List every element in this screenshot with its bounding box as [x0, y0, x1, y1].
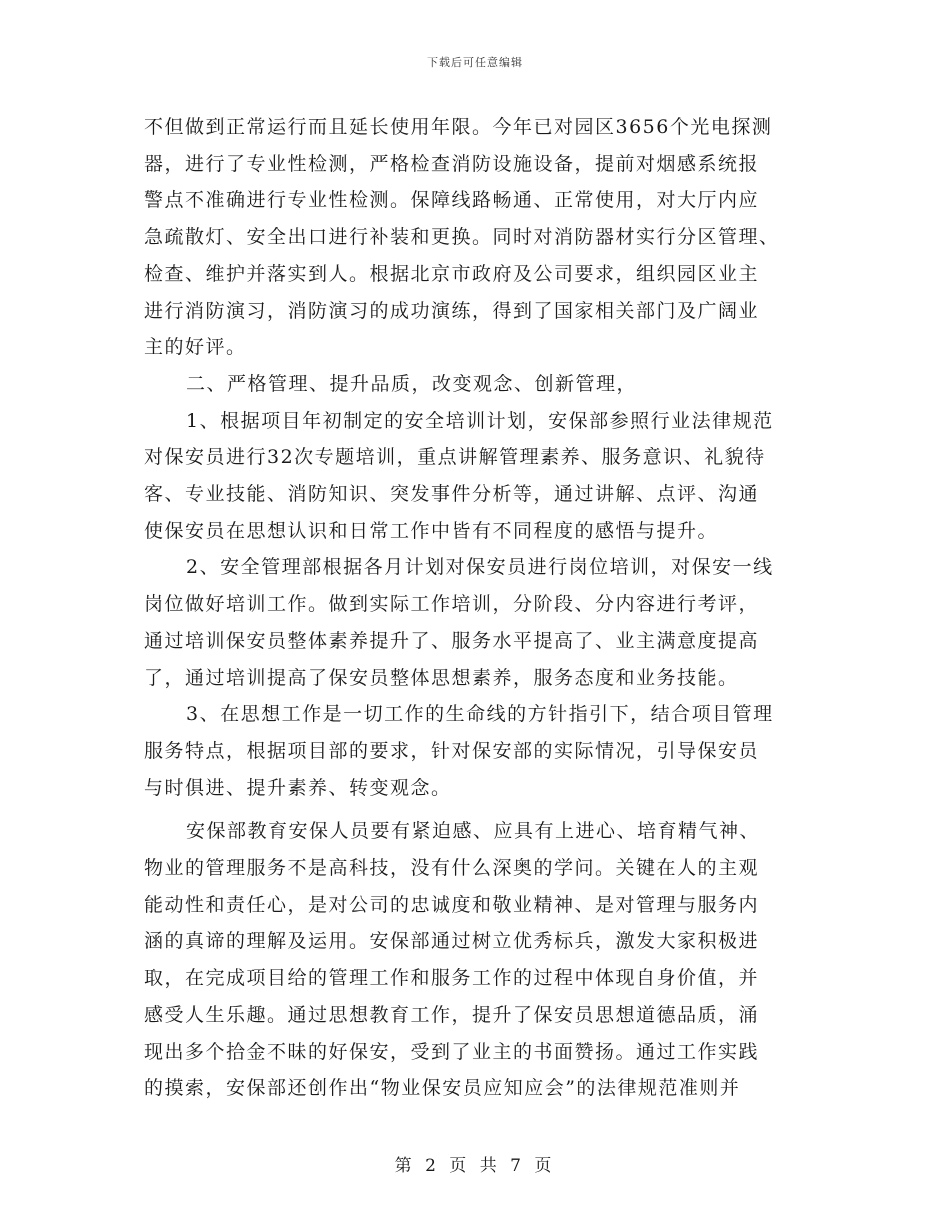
text-line-content: 1、根据项目年初制定的安全培训计划，安保部参照行业法律规范 — [186, 409, 774, 432]
paragraph — [144, 366, 810, 403]
text-line-content: 3、在思想工作是一切工作的生命线的方针指引下，结合项目管理 — [186, 703, 774, 726]
text-line-content: 对保安员进行32次专题培训，重点讲解管理素养、服务意识、礼貌待 — [144, 446, 766, 469]
text-line — [144, 770, 810, 807]
page-footer: 第 2 页 共 7 页 — [394, 1156, 556, 1176]
text-line-content: 涵的真谛的理解及运用。安保部通过树立优秀标兵，激发大家积极进 — [144, 930, 760, 953]
text-line — [144, 256, 810, 293]
document-body — [144, 109, 810, 1107]
text-line — [144, 549, 810, 586]
page-header: 下载后可任意编辑 — [427, 56, 523, 69]
text-line — [144, 182, 810, 219]
text-line — [144, 960, 810, 997]
text-line — [144, 439, 810, 476]
text-line-content: 了，通过培训提高了保安员整体思想素养，服务态度和业务技能。 — [144, 666, 739, 689]
text-line — [144, 109, 810, 146]
paragraph — [144, 403, 810, 550]
text-line — [144, 476, 810, 513]
text-line — [144, 329, 810, 366]
text-line-content: 通过培训保安员整体素养提升了、服务水平提高了、业主满意度提高 — [144, 629, 760, 652]
text-line — [144, 293, 810, 330]
text-line-content: 进行消防演习，消防演习的成功演练，得到了国家相关部门及广阔业 — [144, 299, 760, 322]
text-line — [144, 623, 810, 660]
text-line — [144, 733, 810, 770]
paragraph — [144, 696, 810, 806]
text-line-content: 检查、维护并落实到人。根据北京市政府及公司要求，组织园区业主 — [144, 262, 760, 285]
text-line-content: 二、严格管理、提升品质，改变观念、创新管理， — [186, 372, 638, 395]
text-line-content: 主的好评。 — [144, 336, 247, 359]
paragraph-gap — [144, 806, 810, 813]
paragraph — [144, 813, 810, 1107]
text-line — [144, 513, 810, 550]
text-line-content: 物业的管理服务不是高科技，没有什么深奥的学问。关键在人的主观 — [144, 857, 760, 880]
text-line — [144, 146, 810, 183]
text-line — [144, 887, 810, 924]
text-line — [144, 660, 810, 697]
text-line — [144, 923, 810, 960]
text-line-content: 安保部教育安保人员要有紧迫感、应具有上进心、培育精气神、 — [186, 820, 761, 843]
text-line-content: 2、安全管理部根据各月计划对保安员进行岗位培训，对保安一线 — [186, 556, 774, 579]
text-line-content: 不但做到正常运行而且延长使用年限。今年已对园区3656个光电探测 — [144, 116, 773, 138]
text-line-content: 客、专业技能、消防知识、突发事件分析等，通过讲解、点评、沟通 — [144, 483, 760, 506]
text-line — [144, 997, 810, 1034]
text-line — [144, 403, 810, 440]
text-line — [144, 366, 810, 403]
text-line-content: 现出多个拾金不昧的好保安，受到了业主的书面赞扬。通过工作实践 — [144, 1040, 760, 1063]
text-line — [144, 219, 810, 256]
text-line — [144, 1034, 810, 1071]
text-line — [144, 586, 810, 623]
text-line-content: 与时俱进、提升素养、转变观念。 — [144, 776, 452, 799]
text-line — [144, 813, 810, 850]
text-line-content: 急疏散灯、安全出口进行补装和更换。同时对消防器材实行分区管理、 — [144, 226, 780, 249]
text-line-content: 能动性和责任心，是对公司的忠诚度和敬业精神、是对管理与服务内 — [144, 893, 760, 916]
paragraph — [144, 109, 810, 366]
text-line — [144, 696, 810, 733]
paragraph — [144, 549, 810, 696]
text-line-content: 岗位做好培训工作。做到实际工作培训，分阶段、分内容进行考评， — [144, 593, 760, 616]
text-line-content: 器，进行了专业性检测，严格检查消防设施设备，提前对烟感系统报 — [144, 152, 760, 175]
text-line-content: 使保安员在思想认识和日常工作中皆有不同程度的感悟与提升。 — [144, 519, 719, 542]
text-line-content: 感受人生乐趣。通过思想教育工作，提升了保安员思想道德品质，涌 — [144, 1003, 760, 1026]
text-line-content: 警点不准确进行专业性检测。保障线路畅通、正常使用，对大厅内应 — [144, 189, 760, 212]
text-line — [144, 1070, 810, 1107]
text-line-content: 服务特点，根据项目部的要求，针对保安部的实际情况，引导保安员 — [144, 739, 760, 762]
text-line-content: 的摸索，安保部还创作出“物业保安员应知应会”的法律规范准则并 — [144, 1077, 741, 1100]
text-line-content: 取，在完成项目给的管理工作和服务工作的过程中体现自身价值，并 — [144, 967, 760, 990]
text-line — [144, 850, 810, 887]
